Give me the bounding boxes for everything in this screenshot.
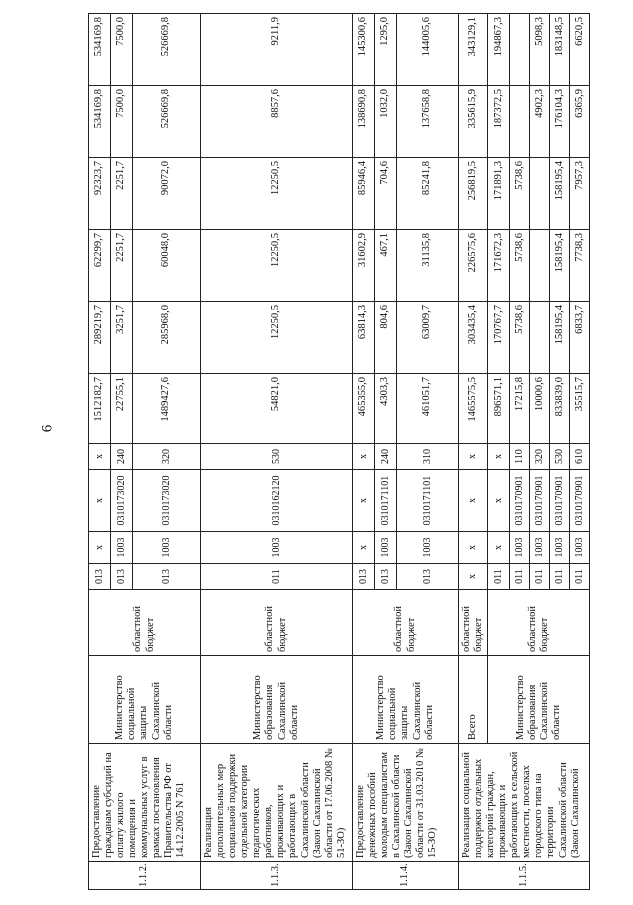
year-cell: 289219,7 xyxy=(89,302,111,374)
csr-cell: x xyxy=(89,470,111,532)
year-cell: 60048,0 xyxy=(133,230,201,302)
year-cell: 7738,3 xyxy=(570,230,590,302)
funding-source: областной бюджет xyxy=(488,590,590,656)
executor: Министерство социальной защиты Сахалинской области xyxy=(353,656,459,744)
budget-table xyxy=(88,13,590,890)
rz-cell: 1003 xyxy=(375,532,397,564)
total-cell: 833839,0 xyxy=(550,374,570,444)
grbs-cell: x xyxy=(459,564,488,590)
grbs-cell: 013 xyxy=(375,564,397,590)
year-cell: 534169,8 xyxy=(89,14,111,86)
page-number: 6 xyxy=(39,424,56,433)
row-number: 1.1.4. xyxy=(353,862,459,890)
year-cell: 183148,5 xyxy=(550,14,570,86)
year-cell xyxy=(530,230,550,302)
rz-cell: 1003 xyxy=(397,532,459,564)
total-cell: 35515,7 xyxy=(570,374,590,444)
vr-cell: 320 xyxy=(133,444,201,470)
executor: Министерство образования Сахалинской области xyxy=(488,656,590,744)
total-cell: 1512182,7 xyxy=(89,374,111,444)
year-cell: 158195,4 xyxy=(550,230,570,302)
csr-cell: 0310170901 xyxy=(570,470,590,532)
year-cell: 2251,7 xyxy=(111,158,133,230)
year-cell: 158195,4 xyxy=(550,158,570,230)
year-cell xyxy=(510,86,530,158)
grbs-cell: 011 xyxy=(570,564,590,590)
grbs-cell: 013 xyxy=(133,564,201,590)
year-cell: 9211,9 xyxy=(201,14,353,86)
year-cell xyxy=(530,302,550,374)
year-cell: 85241,8 xyxy=(397,158,459,230)
year-cell: 256819,5 xyxy=(459,158,488,230)
measure-name: Реализация дополнительных мер социальной поддержки отдельной категории педагогических работников, проживающих и работающих в Сахалинской области (Закон Сахалинской области от 17.06.2008 № 51-ЗО) xyxy=(201,744,353,862)
vr-cell: 240 xyxy=(375,444,397,470)
year-cell: 7957,3 xyxy=(570,158,590,230)
year-cell: 335615,9 xyxy=(459,86,488,158)
vr-cell: x xyxy=(488,444,510,470)
vr-cell: 320 xyxy=(530,444,550,470)
rz-cell: 1003 xyxy=(201,532,353,564)
year-cell: 171672,3 xyxy=(488,230,510,302)
year-cell: 137658,8 xyxy=(397,86,459,158)
row-number: 1.1.3. xyxy=(201,862,353,890)
year-cell: 6620,5 xyxy=(570,14,590,86)
year-cell: 12250,5 xyxy=(201,302,353,374)
grbs-cell: 011 xyxy=(201,564,353,590)
year-cell: 5738,6 xyxy=(510,302,530,374)
grbs-cell: 011 xyxy=(510,564,530,590)
table-row xyxy=(201,14,353,890)
year-cell: 4902,3 xyxy=(530,86,550,158)
rz-cell: x xyxy=(89,532,111,564)
vr-cell: 530 xyxy=(550,444,570,470)
csr-cell: x xyxy=(459,470,488,532)
vr-cell: 310 xyxy=(397,444,459,470)
year-cell xyxy=(510,14,530,86)
year-cell: 170767,7 xyxy=(488,302,510,374)
csr-cell: 0310170901 xyxy=(510,470,530,532)
grbs-cell: 013 xyxy=(89,564,111,590)
year-cell: 8857,6 xyxy=(201,86,353,158)
vr-cell: 530 xyxy=(201,444,353,470)
csr-cell: x xyxy=(353,470,375,532)
year-cell: 12250,5 xyxy=(201,158,353,230)
executor-total: Всего xyxy=(459,656,488,744)
table-row xyxy=(459,14,488,890)
year-cell: 5738,6 xyxy=(510,230,530,302)
year-cell: 285968,0 xyxy=(133,302,201,374)
grbs-cell: 011 xyxy=(530,564,550,590)
total-cell: 1465575,5 xyxy=(459,374,488,444)
total-cell: 10000,6 xyxy=(530,374,550,444)
year-cell: 704,6 xyxy=(375,158,397,230)
funding-source: областной бюджет xyxy=(201,590,353,656)
year-cell: 145300,6 xyxy=(353,14,375,86)
csr-cell: 0310170901 xyxy=(530,470,550,532)
total-cell: 54821,0 xyxy=(201,374,353,444)
rz-cell: 1003 xyxy=(510,532,530,564)
rz-cell: 1003 xyxy=(530,532,550,564)
csr-cell: 0310171101 xyxy=(397,470,459,532)
csr-cell: 0310162120 xyxy=(201,470,353,532)
executor: Министерство социальной защиты Сахалинской области xyxy=(89,656,201,744)
vr-cell: x xyxy=(353,444,375,470)
funding-source: областной бюджет xyxy=(353,590,459,656)
measure-name: Реализация социальной поддержки отдельных категорий граждан, проживающих и работающих в сельской местности, поселках городского типа на территории Сахалинской области (Закон Сахалинской xyxy=(459,744,590,862)
year-cell: 7500,0 xyxy=(111,86,133,158)
year-cell: 3251,7 xyxy=(111,302,133,374)
grbs-cell: 011 xyxy=(488,564,510,590)
year-cell: 31602,9 xyxy=(353,230,375,302)
year-cell: 63009,7 xyxy=(397,302,459,374)
row-number: 1.1.5. xyxy=(459,862,590,890)
year-cell: 171891,3 xyxy=(488,158,510,230)
year-cell: 5738,6 xyxy=(510,158,530,230)
year-cell: 62299,7 xyxy=(89,230,111,302)
total-cell: 22755,1 xyxy=(111,374,133,444)
vr-cell: x xyxy=(89,444,111,470)
vr-cell: 610 xyxy=(570,444,590,470)
year-cell: 31135,8 xyxy=(397,230,459,302)
year-cell: 90072,0 xyxy=(133,158,201,230)
year-cell: 2251,7 xyxy=(111,230,133,302)
vr-cell: 240 xyxy=(111,444,133,470)
year-cell: 226575,6 xyxy=(459,230,488,302)
year-cell: 1295,0 xyxy=(375,14,397,86)
year-cell: 187372,5 xyxy=(488,86,510,158)
year-cell: 12250,5 xyxy=(201,230,353,302)
vr-cell: x xyxy=(459,444,488,470)
csr-cell: 0310171101 xyxy=(375,470,397,532)
year-cell: 63814,3 xyxy=(353,302,375,374)
year-cell: 6365,9 xyxy=(570,86,590,158)
rotated-page xyxy=(88,10,618,890)
year-cell: 534169,8 xyxy=(89,86,111,158)
year-cell: 144005,6 xyxy=(397,14,459,86)
year-cell: 343129,1 xyxy=(459,14,488,86)
rz-cell: 1003 xyxy=(111,532,133,564)
year-cell: 194867,3 xyxy=(488,14,510,86)
year-cell: 138690,8 xyxy=(353,86,375,158)
vr-cell: 110 xyxy=(510,444,530,470)
grbs-cell: 013 xyxy=(353,564,375,590)
year-cell: 303435,4 xyxy=(459,302,488,374)
year-cell: 5098,3 xyxy=(530,14,550,86)
year-cell: 1032,0 xyxy=(375,86,397,158)
year-cell: 176104,3 xyxy=(550,86,570,158)
funding-source: областной бюджет xyxy=(89,590,201,656)
grbs-cell: 013 xyxy=(111,564,133,590)
executor: Министерство образования Сахалинской области xyxy=(201,656,353,744)
year-cell: 7500,0 xyxy=(111,14,133,86)
rz-cell: 1003 xyxy=(570,532,590,564)
csr-cell: x xyxy=(488,470,510,532)
year-cell: 467,1 xyxy=(375,230,397,302)
total-cell: 4303,3 xyxy=(375,374,397,444)
year-cell: 526669,8 xyxy=(133,86,201,158)
year-cell: 6833,7 xyxy=(570,302,590,374)
rz-cell: 1003 xyxy=(133,532,201,564)
total-cell: 17215,8 xyxy=(510,374,530,444)
rz-cell: 1003 xyxy=(550,532,570,564)
year-cell: 158195,4 xyxy=(550,302,570,374)
year-cell: 85946,4 xyxy=(353,158,375,230)
total-cell: 465355,0 xyxy=(353,374,375,444)
grbs-cell: 013 xyxy=(397,564,459,590)
measure-name: Предоставление гражданам субсидий на оплату жилого помещения и коммунальных услуг в рамках постановления Правительства РФ от 14.12.2005 N 761 xyxy=(89,744,201,862)
grbs-cell: 011 xyxy=(550,564,570,590)
rz-cell: x xyxy=(459,532,488,564)
csr-cell: 0310173020 xyxy=(111,470,133,532)
rz-cell: x xyxy=(353,532,375,564)
rz-cell: x xyxy=(488,532,510,564)
year-cell: 526669,8 xyxy=(133,14,201,86)
funding-source-total: областной бюджет xyxy=(459,590,488,656)
table-row xyxy=(89,14,111,890)
year-cell: 92323,7 xyxy=(89,158,111,230)
total-cell: 461051,7 xyxy=(397,374,459,444)
total-cell: 1489427,6 xyxy=(133,374,201,444)
year-cell: 804,6 xyxy=(375,302,397,374)
csr-cell: 0310173020 xyxy=(133,470,201,532)
total-cell: 896571,1 xyxy=(488,374,510,444)
measure-name: Предоставление денежных пособий молодым специалистам в Сахалинской области (Закон Сахалинской области от 31.03.2010 № 15-ЗО) xyxy=(353,744,459,862)
row-number: 1.1.2. xyxy=(89,862,201,890)
table-row xyxy=(353,14,375,890)
csr-cell: 0310170901 xyxy=(550,470,570,532)
year-cell xyxy=(530,158,550,230)
